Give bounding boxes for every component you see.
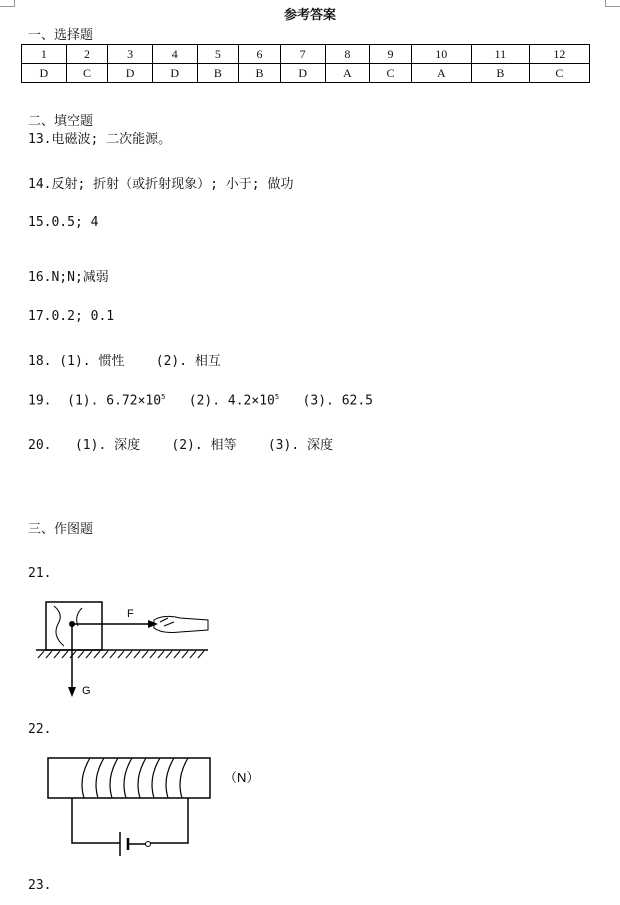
pole-label: （N） xyxy=(224,770,260,785)
table-cell: B xyxy=(197,64,239,83)
table-cell: A xyxy=(325,64,370,83)
answer-15: 15.0.5; 4 xyxy=(28,215,99,230)
table-cell: 9 xyxy=(370,45,412,64)
exponent: 5 xyxy=(161,393,166,401)
answer-19-part-2: (2). 4.2×10 xyxy=(165,393,275,409)
answer-row xyxy=(22,64,590,83)
section-heading-fill: 二、填空题 xyxy=(28,114,94,129)
table-cell: 11 xyxy=(471,45,529,64)
force-label: F xyxy=(127,608,134,620)
force-diagram xyxy=(30,596,220,706)
coil-windings xyxy=(82,758,188,798)
table-cell: 3 xyxy=(108,45,153,64)
table-cell: A xyxy=(411,64,471,83)
answer-22-label: 22. xyxy=(28,722,52,737)
block-grain xyxy=(54,606,64,646)
section-heading-choice: 一、选择题 xyxy=(28,28,94,43)
answer-17: 17.0.2; 0.1 xyxy=(28,309,115,324)
table-cell: 5 xyxy=(197,45,239,64)
section-heading-drawing: 三、作图题 xyxy=(28,522,94,537)
table-cell: D xyxy=(152,64,197,83)
table-cell: 4 xyxy=(152,45,197,64)
gravity-label: G xyxy=(82,685,91,697)
table-cell: C xyxy=(66,64,108,83)
table-cell: 8 xyxy=(325,45,370,64)
answer-19-part-1: 19. (1). 6.72×10 xyxy=(28,393,162,409)
answer-14: 14.反射; 折射（或折射现象）; 小于; 做功 xyxy=(28,177,294,192)
arrow-head-icon xyxy=(68,687,76,697)
question-number-row xyxy=(22,45,590,64)
table-cell: 10 xyxy=(411,45,471,64)
answer-23-label: 23. xyxy=(28,878,52,893)
table-cell: 12 xyxy=(529,45,589,64)
switch-terminal xyxy=(146,842,151,847)
hand-icon xyxy=(154,616,208,632)
arrow-head-icon xyxy=(148,620,158,628)
answer-20: 20. (1). 深度 (2). 相等 (3). 深度 xyxy=(28,438,333,453)
table-cell: C xyxy=(529,64,589,83)
table-cell: 6 xyxy=(239,45,281,64)
table-cell: D xyxy=(108,64,153,83)
answer-16: 16.N;N;减弱 xyxy=(28,270,109,285)
answer-18: 18. (1). 惯性 (2). 相互 xyxy=(28,354,221,369)
table-cell: D xyxy=(22,64,67,83)
wire-left xyxy=(72,798,120,843)
table-cell: 1 xyxy=(22,45,67,64)
answer-table xyxy=(21,44,590,83)
answer-19-part-3: (3). 62.5 xyxy=(279,393,373,409)
wire-right xyxy=(150,798,188,843)
solenoid-diagram xyxy=(38,748,278,868)
page-title: 参考答案 xyxy=(283,8,336,23)
answer-13: 13.电磁波; 二次能源。 xyxy=(28,132,172,147)
ground-hatching xyxy=(38,651,204,658)
answer-19 xyxy=(28,393,373,408)
table-cell: D xyxy=(280,64,325,83)
table-cell: B xyxy=(471,64,529,83)
answer-21-label: 21. xyxy=(28,566,52,581)
exponent: 5 xyxy=(274,393,280,401)
table-cell: C xyxy=(370,64,412,83)
table-cell: 7 xyxy=(280,45,325,64)
table-cell: 2 xyxy=(66,45,108,64)
table-cell: B xyxy=(239,64,281,83)
